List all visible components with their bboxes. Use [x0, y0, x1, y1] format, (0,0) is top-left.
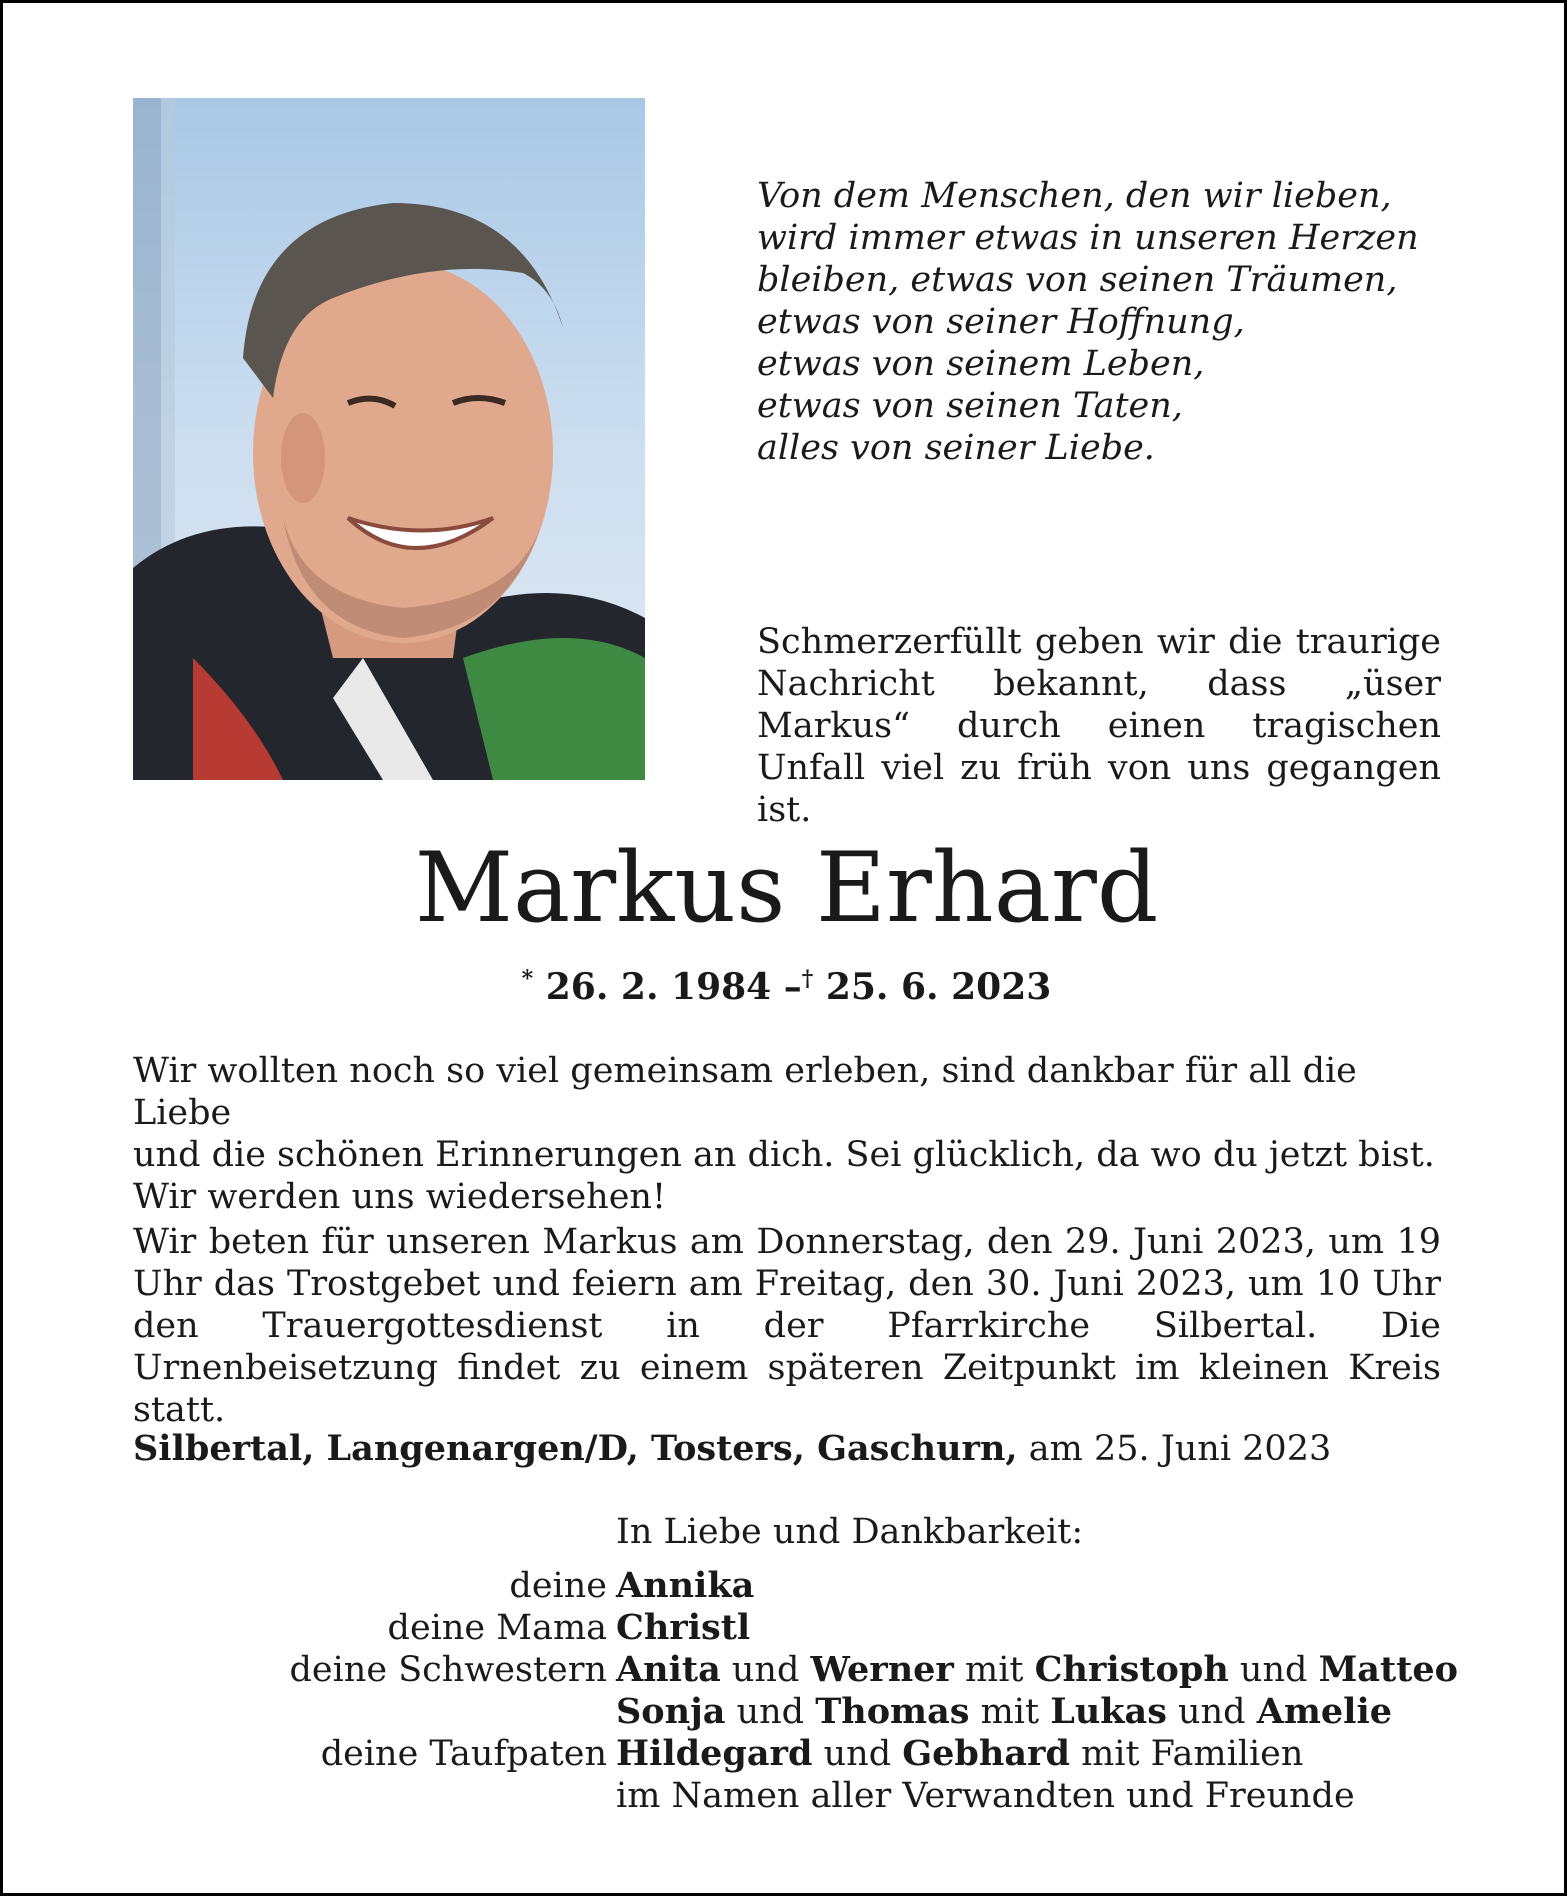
family-closing: im Namen aller Verwandten und Freunde: [616, 1776, 1355, 1816]
locations: Silbertal, Langenargen/D, Tosters, Gaschurn,: [133, 1428, 1018, 1469]
service-paragraph: Wir beten für unseren Markus am Donnerstag, den 29. Juni 2023, um 19 Uhr das Trostgebet und feiern am Freitag, den 30. Juni 2023, um 10 Uhr den Trauergottesdienst in der Pfarrkirche Silbertal. Die Urnenbeisetzung findet zu einem späteren Zeitpunkt im kleinen Kreis statt.: [133, 1222, 1441, 1430]
death-symbol: †: [801, 966, 814, 992]
family-name: Sonja: [616, 1691, 726, 1732]
family-connector: und: [736, 1692, 805, 1732]
quote-line: wird immer etwas in unseren Herzen: [757, 218, 1419, 258]
portrait-illustration: [133, 98, 645, 780]
family-connector: und: [1239, 1650, 1308, 1690]
family-name: Christoph: [1034, 1649, 1229, 1690]
deceased-name: Markus Erhard: [414, 832, 1159, 944]
family-connector: mit Familien: [1081, 1734, 1304, 1774]
farewell-line: Wir wollten noch so viel gemeinsam erleben, sind dankbar für all die Liebe: [133, 1051, 1357, 1133]
family-name: Hildegard: [616, 1733, 813, 1774]
family-relation: deine Mama: [387, 1608, 607, 1648]
family-name: Werner: [810, 1649, 954, 1690]
place-date-line: [133, 1428, 1441, 1470]
quote-line: bleiben, etwas von seinen Träumen,: [757, 260, 1398, 300]
farewell-paragraph: [133, 1050, 1441, 1218]
life-dates: [3, 966, 1567, 1008]
family-connector: und: [731, 1650, 800, 1690]
family-relation: deine: [509, 1566, 607, 1606]
memorial-quote: [757, 175, 1457, 469]
farewell-line: Wir werden uns wiedersehen!: [133, 1177, 667, 1217]
family-connector: mit: [965, 1650, 1024, 1690]
family-connector: und: [823, 1734, 892, 1774]
family-name: Matteo: [1318, 1649, 1458, 1690]
farewell-line: und die schönen Erinnerungen an dich. Sei glücklich, da wo du jetzt bist.: [133, 1135, 1435, 1175]
family-name: Amelie: [1256, 1691, 1393, 1732]
family-name: Annika: [616, 1565, 755, 1606]
family-name: Thomas: [815, 1691, 970, 1732]
signoff: In Liebe und Dankbarkeit:: [616, 1512, 1084, 1552]
family-name: Gebhard: [902, 1733, 1070, 1774]
notice-date: am 25. Juni 2023: [1028, 1429, 1332, 1469]
quote-line: etwas von seiner Hoffnung,: [757, 302, 1245, 342]
quote-line: alles von seiner Liebe.: [757, 428, 1155, 468]
family-connector: und: [1178, 1692, 1246, 1732]
family-relation: deine Schwestern: [289, 1650, 607, 1690]
quote-line: Von dem Menschen, den wir lieben,: [757, 176, 1392, 216]
family-name: Lukas: [1050, 1691, 1167, 1732]
family-connector: mit: [980, 1692, 1040, 1732]
birth-date: 26. 2. 1984: [545, 966, 772, 1008]
quote-line: etwas von seinen Taten,: [757, 386, 1183, 426]
announcement-text: Schmerzerfüllt geben wir die traurige Nachricht bekannt, dass „üser Markus“ durch einen tragischen Unfall viel zu früh von uns gegangen ist.: [757, 622, 1441, 830]
family-name: Christl: [616, 1607, 751, 1648]
family-relation: deine Taufpaten: [320, 1734, 607, 1774]
portrait-photo: [133, 98, 645, 780]
date-separator: –: [783, 966, 802, 1008]
quote-line: etwas von seinem Leben,: [757, 344, 1205, 384]
birth-symbol: *: [521, 966, 534, 992]
family-name: Anita: [616, 1649, 721, 1690]
death-date: 25. 6. 2023: [825, 966, 1052, 1008]
